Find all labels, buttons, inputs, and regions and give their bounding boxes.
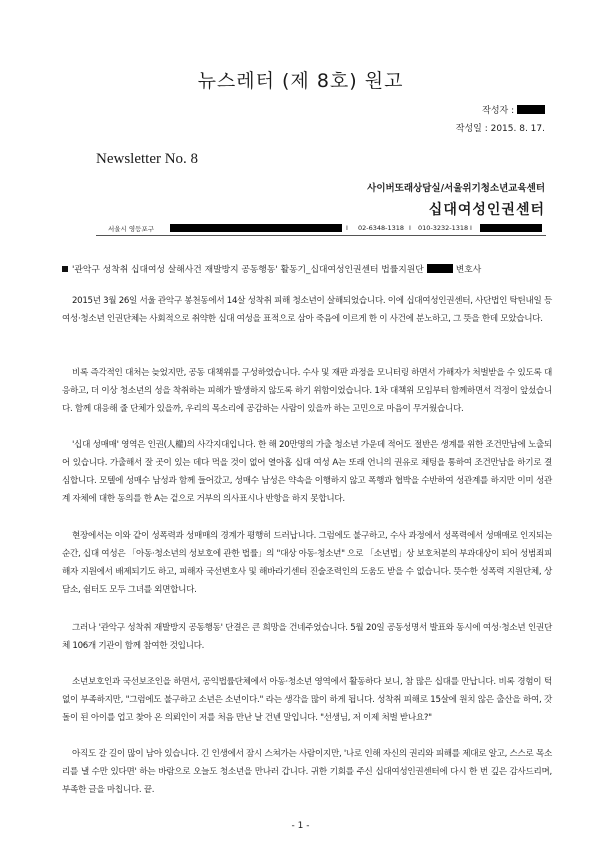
newsletter-heading: Newsletter No. 8 (96, 151, 199, 167)
author-redaction (517, 105, 545, 114)
contact-phone-2: 010-3232-1318 (418, 224, 469, 232)
contact-separator: I (409, 224, 411, 232)
paragraph-text: 소년보호인과 국선보조인을 하면서, 공익법률단체에서 아동·청소년 영역에서 활동하다 보니, 참 많은 십대를 만납니다. 비록 경험이 턱없이 부족하지만, "그럼에도 불구하고 소년은 소년이다." 라는 생각을 많이 하게 됩니다. 성착취 피해로 15살에 원치 않은 출산을 하여, 갓 돌이 된 아이를 업고 찾아 온 의뢰인이 저를 처음 만난 날 건넨 말입니다. "선생님, 저 이제 처벌 받나요?" (62, 677, 552, 723)
paragraph-text: 현장에서는 이와 같이 성폭력과 성매매의 경계가 평행히 드러납니다. 그럼에도 불구하고, 수사 과정에서 성폭력에서 성매매로 인지되는 순간, 십대 여성은 「아동·청소년의 성보호에 관한 법률」의 "대상 아동·청소년" 으로 「소년법」상 보호처분의 부과대상이 되어 성범죄피해자 지원에서 배제되기도 하고, 피해자 국선변호사 및 해바라기센터 진술조력인의 도움도 받을 수 없습니다. 뜻수한 성폭력 지원단체, 상담소, 쉼터도 모두 그녀를 외면합니다. (62, 531, 552, 595)
section-title: '관악구 성착취 십대여성 살해사건 재발방지 공동행동' 활동기_십대여성인권센터 법률지원단 (72, 265, 424, 275)
author-line (482, 103, 545, 116)
section-suffix: 변호사 (455, 265, 482, 275)
paragraph-text: 아직도 갈 길이 많이 남아 있습니다. 긴 인생에서 잠시 스쳐가는 사람이지만, '나로 인해 자신의 권리와 피해를 제대로 알고, 스스로 목소리를 낼 수만 있다면' 하는 바람으로 오늘도 청소년을 만나러 갑니다. 귀한 기회를 주신 십대여성인권센터에 다시 한 번 깊은 감사드리며, 부족한 글을 마칩니다. 끝. (62, 749, 552, 795)
organization-name: 십대여성인권센터 (428, 202, 545, 218)
page-number: - 1 - (291, 821, 310, 831)
paragraph (62, 292, 552, 328)
date-line: 작성일 : 2015. 8. 17. (455, 124, 545, 134)
square-bullet-icon (62, 266, 68, 272)
paragraph-text: 2015년 3월 26일 서울 관악구 봉천동에서 14살 성착취 피해 청소년이 살해되었습니다. 이에 십대여성인권센터, 사단법인 탁틴내일 등 여성·청소년 인권단체는 사회적으로 취약한 십대 여성을 표적으로 삼아 죽음에 이르게 한 이 사건에 분노하고, 그 뜻을 한데 모았습니다. (62, 296, 552, 324)
paragraph (62, 527, 552, 599)
email-redaction (480, 224, 542, 232)
document-title: 뉴스레터 (제 8호) 원고 (197, 70, 404, 92)
paragraph (62, 364, 552, 418)
organization-line: 사이버또래상담실/서울위기청소년교육센터 (367, 183, 545, 194)
paragraph-text: 비록 즉각적인 대처는 늦었지만, 공동 대책위를 구성하였습니다. 수사 및 재판 과정을 모니터링 하면서 가해자가 처벌받을 수 있도록 대응하고, 더 이상 청소년의 성을 착취하는 피해가 발생하지 않도록 하기 위함이었습니다. 1차 대책위 모임부터 함께하면서 걱정이 앞섰습니다. 함께 대응해 줄 단체가 있을까, 우리의 목소리에 공감하는 사람이 있을까 하는 고민으로 마음이 무거웠습니다. (62, 368, 552, 414)
contact-separator: I (346, 224, 348, 232)
contact-address: 서울시 영등포구 (108, 225, 155, 233)
contact-separator: I (470, 224, 472, 232)
paragraph-text: '십대 성매매' 영역은 인권(人權)의 사각지대입니다. 한 해 20만명의 가출 청소년 가운데 적어도 절반은 생계를 위한 조건만남에 노출되어 있습니다. 가출해서 잘 곳이 있는 데다 먹을 것이 없어 열아홉 십대 여성 A는 또래 언니의 권유로 채팅을 통하여 조건만남을 하기로 결심합니다. 모텔에 성매수 남성과 함께 들어갔고, 성매수 남성은 약속을 이행하지 않고 폭행과 협박을 수반하여 성관계를 하지만 이미 성관계 자체에 대한 동의를 한 A는 겉으로 거부의 의사표시나 반항을 하지 못합니다. (62, 440, 552, 504)
author-label: 작성자 : (482, 106, 515, 116)
paragraph (62, 673, 552, 727)
paragraph (62, 436, 552, 508)
address-redaction (170, 224, 342, 232)
paragraph-text: 그러나 '관악구 성착취 재발방지 공동행동' 단결은 큰 희망을 건네주었습니다. 5월 20일 공동성명서 발표와 동시에 여성·청소년 인권단체 106개 기관이 함께 참여한 것입니다. (62, 623, 552, 651)
paragraph (62, 619, 552, 655)
section-heading (62, 262, 552, 275)
lawyer-name-redaction (427, 264, 453, 273)
contact-phone-1: 02-6348-1318 (358, 224, 405, 232)
paragraph (62, 745, 552, 799)
contact-bar (96, 223, 546, 236)
